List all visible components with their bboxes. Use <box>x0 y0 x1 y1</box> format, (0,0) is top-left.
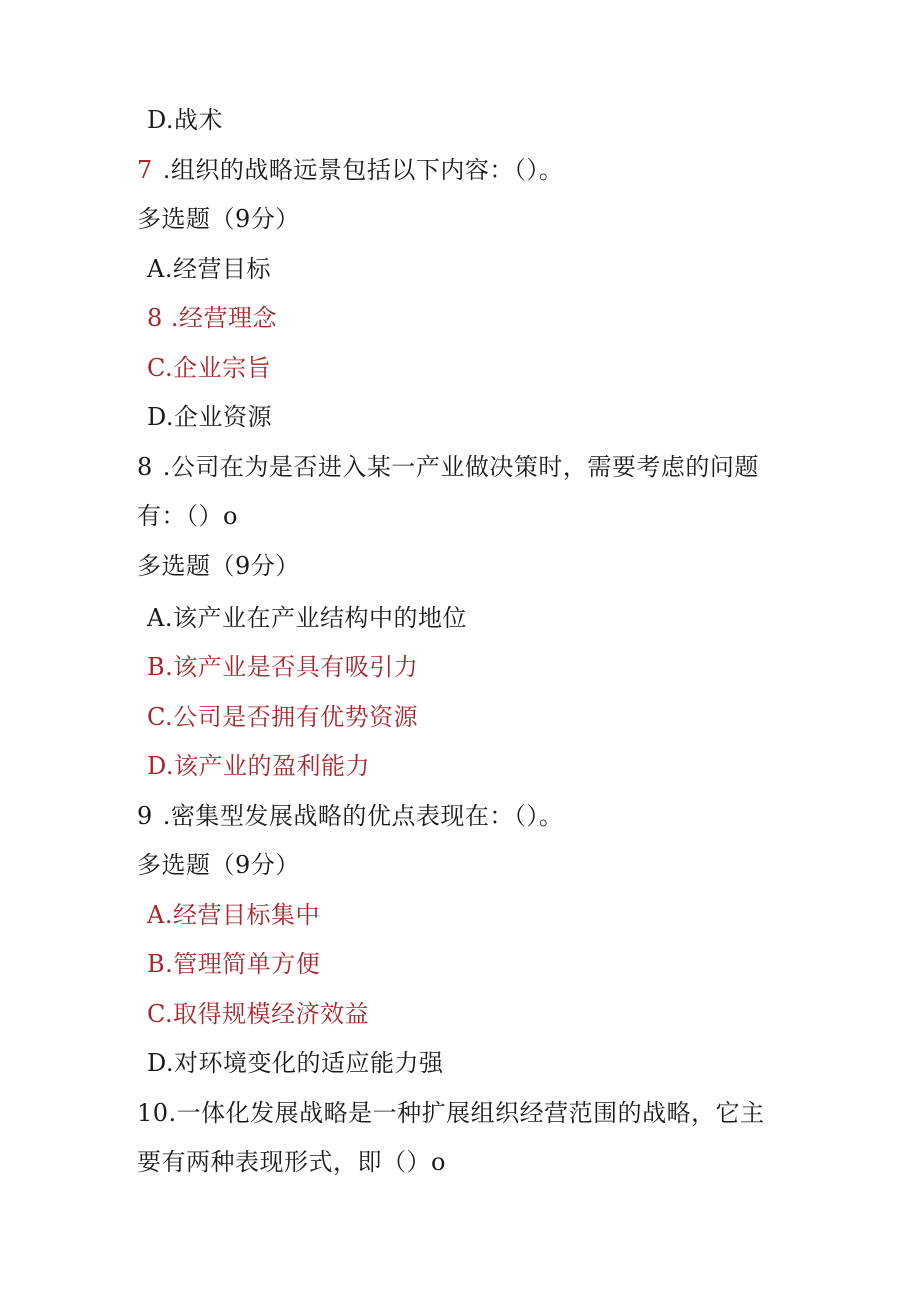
q9-type: 多选题（9分） <box>137 851 300 879</box>
q10-question-line2: 要有两种表现形式，即（）o <box>137 1148 446 1176</box>
q9-number: 9 <box>137 802 153 830</box>
q7-number: 7 <box>137 156 153 184</box>
q7-type: 多选题（9分） <box>137 205 300 233</box>
q8-option-d: D.该产业的盈利能力 <box>147 752 371 780</box>
q8-option-b: B.该产业是否具有吸引力 <box>147 653 419 681</box>
q9-question <box>137 800 563 832</box>
q8-option-c: C.公司是否拥有优势资源 <box>147 703 419 731</box>
q9-option-b: B.管理简单方便 <box>147 950 321 978</box>
q8-question-line2: 有：（）o <box>137 502 238 530</box>
q7-option-c: C.企业宗旨 <box>147 354 272 382</box>
q7-option-a: A.经营目标 <box>147 255 271 283</box>
q10-question-line1: 10.一体化发展战略是一种扩展组织经营范围的战略，它主 <box>137 1099 765 1127</box>
q9-text: .密集型发展战略的优点表现在：（）。 <box>162 802 564 830</box>
q8-text-line1: .公司在为是否进入某一产业做决策时，需要考虑的问题 <box>162 453 759 481</box>
q7-option-b: 8 .经营理念 <box>147 304 278 332</box>
q7-option-d: D.企业资源 <box>147 403 273 431</box>
q7-text: .组织的战略远景包括以下内容：（）。 <box>162 156 564 184</box>
q9-option-c: C.取得规模经济效益 <box>147 1000 370 1028</box>
q8-number: 8 <box>137 453 153 481</box>
q6-option-d: D.战术 <box>147 106 224 134</box>
q8-option-a: A.该产业在产业结构中的地位 <box>147 604 467 632</box>
q8-question-line1 <box>137 451 759 483</box>
q9-option-d: D.对环境变化的适应能力强 <box>147 1049 444 1077</box>
q7-question <box>137 154 563 186</box>
q9-option-a: A.经营目标集中 <box>147 901 320 929</box>
q8-type: 多选题（9分） <box>137 552 300 580</box>
